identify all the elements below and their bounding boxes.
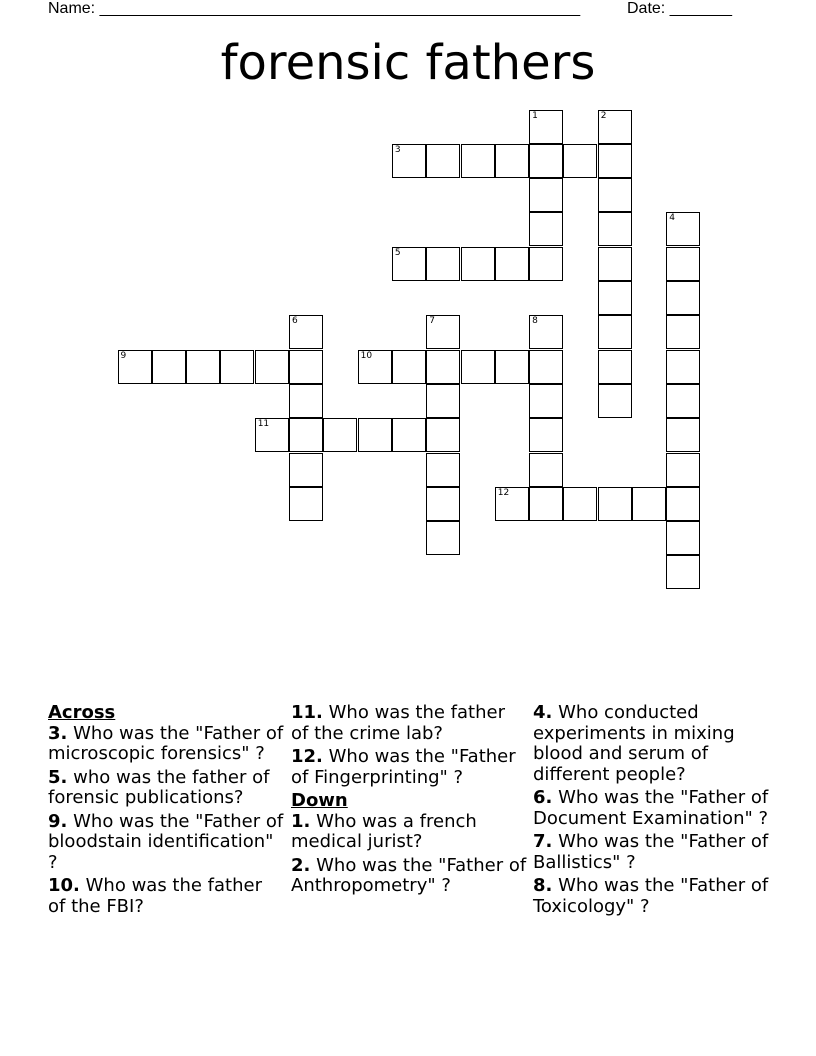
date-field[interactable]: Date: _______ <box>627 0 732 17</box>
clue-number: 9. <box>48 810 68 832</box>
clue-number: 6. <box>533 787 553 808</box>
grid-cell[interactable] <box>118 350 152 384</box>
cell-number: 6 <box>292 316 298 327</box>
clue-text: Who was the father of the FBI? <box>48 875 262 917</box>
clue-text: Who was a french medical jurist? <box>291 810 477 852</box>
clue-column-3 <box>533 703 769 920</box>
clue-text: Who was the "Father of Toxicology" ? <box>533 875 769 917</box>
grid-cell[interactable] <box>666 247 700 281</box>
grid-cell[interactable] <box>358 350 392 384</box>
grid-cell[interactable] <box>426 144 460 178</box>
grid-cell[interactable] <box>529 350 563 384</box>
grid-cell[interactable] <box>529 315 563 349</box>
grid-cell[interactable] <box>529 487 563 521</box>
grid-cell[interactable] <box>666 281 700 315</box>
grid-cell[interactable] <box>666 453 700 487</box>
cell-number: 3 <box>394 144 401 155</box>
grid-cell[interactable] <box>598 144 632 178</box>
clue-down-4 <box>533 703 769 785</box>
grid-cell[interactable] <box>529 144 563 178</box>
grid-cell[interactable] <box>666 384 700 418</box>
cell-number: 12 <box>497 487 510 498</box>
grid-cell[interactable] <box>598 384 632 418</box>
grid-cell[interactable] <box>461 144 495 178</box>
grid-cell[interactable] <box>529 453 563 487</box>
grid-cell[interactable] <box>666 418 700 452</box>
grid-cell[interactable] <box>598 315 632 349</box>
grid-cell[interactable] <box>666 487 700 521</box>
clue-column-2 <box>291 703 527 900</box>
grid-cell[interactable] <box>426 418 460 452</box>
clue-number: 12. <box>291 746 323 767</box>
grid-cell[interactable] <box>495 487 529 521</box>
grid-cell[interactable] <box>495 144 529 178</box>
puzzle-title: forensic fathers <box>220 35 596 91</box>
clue-number: 3. <box>48 722 68 744</box>
grid-cell[interactable] <box>632 487 666 521</box>
grid-cell[interactable] <box>563 144 597 178</box>
clue-text: Who conducted experiments in mixing blood and serum of different people? <box>533 702 735 785</box>
grid-cell[interactable] <box>426 487 460 521</box>
clue-across-3 <box>48 724 284 765</box>
clue-down-7 <box>533 832 769 873</box>
grid-cell[interactable] <box>495 350 529 384</box>
cell-number: 7 <box>429 316 435 327</box>
clue-text: Who was the "Father of bloodstain identification" ? <box>48 810 284 873</box>
grid-cell[interactable] <box>426 384 460 418</box>
clue-number: 7. <box>533 831 553 852</box>
grid-cell[interactable] <box>323 418 357 452</box>
clue-number: 8. <box>533 875 553 896</box>
grid-cell[interactable] <box>461 247 495 281</box>
across-heading: Across <box>48 702 116 723</box>
grid-cell[interactable] <box>495 247 529 281</box>
grid-cell[interactable] <box>289 487 323 521</box>
clue-across-5 <box>48 768 284 809</box>
clue-number: 2. <box>291 854 311 876</box>
grid-cell[interactable] <box>392 418 426 452</box>
grid-cell[interactable] <box>529 384 563 418</box>
grid-cell[interactable] <box>666 555 700 589</box>
grid-cell[interactable] <box>529 212 563 246</box>
grid-cell[interactable] <box>598 178 632 212</box>
clue-down-2 <box>291 856 527 897</box>
down-heading: Down <box>291 790 348 811</box>
clue-number: 10. <box>48 875 80 896</box>
grid-cell[interactable] <box>392 247 426 281</box>
clue-number: 5. <box>48 766 68 788</box>
grid-cell[interactable] <box>255 350 289 384</box>
grid-cell[interactable] <box>220 350 254 384</box>
clue-text: Who was the father of the crime lab? <box>291 702 505 744</box>
clue-down-1 <box>291 812 527 853</box>
cell-number: 5 <box>394 247 401 258</box>
cell-number: 2 <box>600 110 607 121</box>
grid-cell[interactable] <box>255 418 289 452</box>
grid-cell[interactable] <box>598 281 632 315</box>
grid-cell[interactable] <box>598 212 632 246</box>
clue-column-1 <box>48 703 284 920</box>
grid-cell[interactable] <box>529 418 563 452</box>
grid-cell[interactable] <box>426 315 460 349</box>
grid-cell[interactable] <box>289 315 323 349</box>
grid-cell[interactable] <box>186 350 220 384</box>
cell-number: 1 <box>532 110 538 121</box>
cell-number: 8 <box>532 316 538 327</box>
grid-cell[interactable] <box>289 384 323 418</box>
clue-text: Who was the "Father of Anthropometry" ? <box>291 854 527 896</box>
clue-text: Who was the "Father of Ballistics" ? <box>533 831 769 873</box>
grid-cell[interactable] <box>666 521 700 555</box>
cell-number: 10 <box>360 350 373 361</box>
grid-cell[interactable] <box>289 453 323 487</box>
clue-down-6 <box>533 788 769 829</box>
clue-number: 1. <box>291 810 311 832</box>
grid-cell[interactable] <box>152 350 186 384</box>
grid-cell[interactable] <box>426 247 460 281</box>
grid-cell[interactable] <box>666 315 700 349</box>
grid-cell[interactable] <box>598 110 632 144</box>
clue-down-8 <box>533 876 769 917</box>
grid-cell[interactable] <box>598 350 632 384</box>
clue-across-11 <box>291 703 527 744</box>
grid-cell[interactable] <box>358 418 392 452</box>
grid-cell[interactable] <box>529 247 563 281</box>
grid-cell[interactable] <box>461 350 495 384</box>
grid-cell[interactable] <box>426 521 460 555</box>
grid-cell[interactable] <box>529 178 563 212</box>
clue-text: who was the father of forensic publications? <box>48 766 270 808</box>
clue-across-12 <box>291 747 527 788</box>
clue-text: Who was the "Father of Fingerprinting" ? <box>291 746 516 788</box>
grid-cell[interactable] <box>289 350 323 384</box>
cell-number: 11 <box>257 419 270 430</box>
name-field[interactable]: Name: ______________________________________________________ <box>48 0 581 17</box>
grid-cell[interactable] <box>392 144 426 178</box>
cell-number: 4 <box>669 213 676 224</box>
grid-cell[interactable] <box>426 453 460 487</box>
clue-across-10 <box>48 876 284 917</box>
grid-cell[interactable] <box>563 487 597 521</box>
clue-text: Who was the "Father of microscopic forensics" ? <box>48 722 284 764</box>
clue-number: 4. <box>533 702 553 723</box>
clue-across-9 <box>48 812 284 874</box>
grid-cell[interactable] <box>666 212 700 246</box>
grid-cell[interactable] <box>426 350 460 384</box>
grid-cell[interactable] <box>529 110 563 144</box>
grid-cell[interactable] <box>598 487 632 521</box>
grid-cell[interactable] <box>666 350 700 384</box>
cell-number: 9 <box>120 350 127 361</box>
grid-cell[interactable] <box>598 247 632 281</box>
clue-text: Who was the "Father of Document Examination" ? <box>533 787 769 829</box>
clue-number: 11. <box>291 702 323 723</box>
grid-cell[interactable] <box>392 350 426 384</box>
grid-cell[interactable] <box>289 418 323 452</box>
